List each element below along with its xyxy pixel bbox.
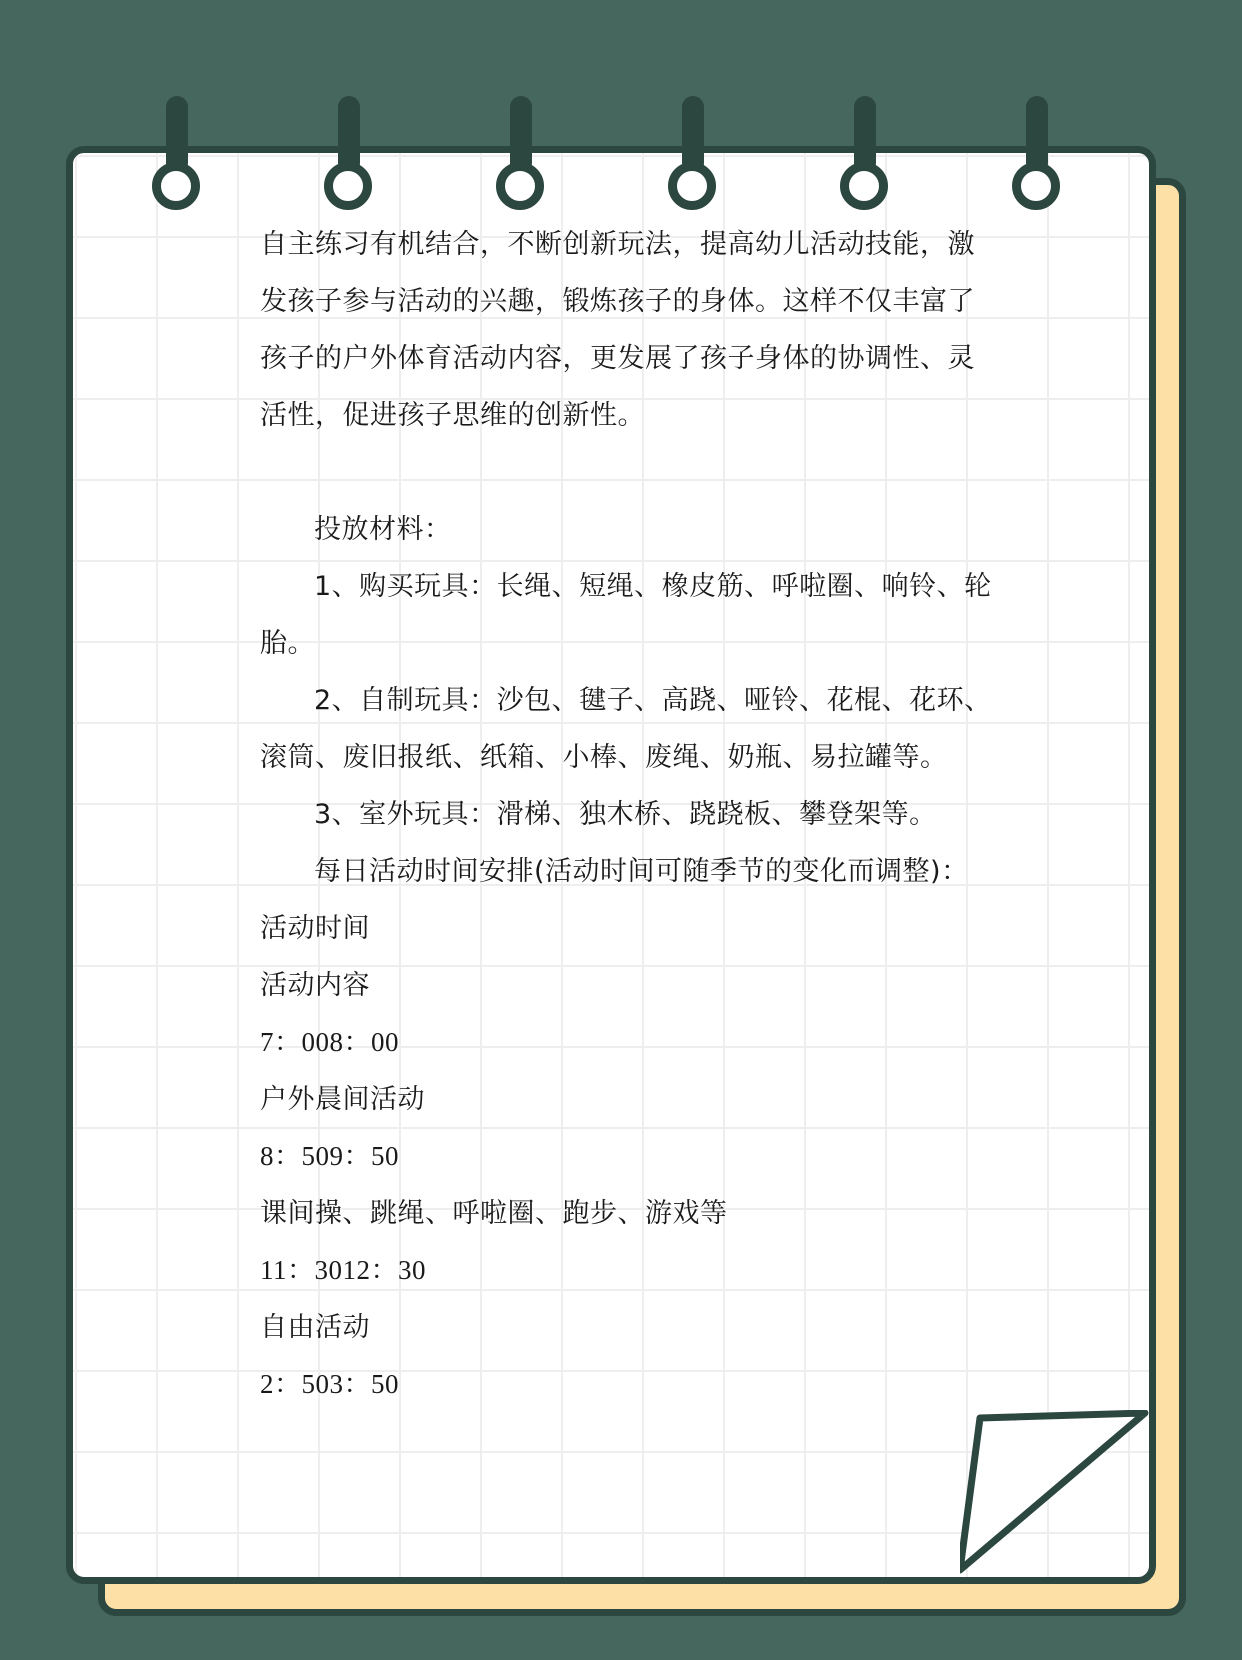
binder-ring-icon (488, 96, 554, 216)
text-line: 活动时间 (260, 913, 370, 944)
text-line: 活性，促进孩子思维的创新性。 (260, 400, 645, 431)
time-line: 11：3012：30 (260, 1255, 426, 1285)
text-line: 活动内容 (260, 970, 370, 1001)
time-line: 2：503：50 (260, 1369, 399, 1399)
binder-ring-icon (832, 96, 898, 216)
binder-ring-icon (1004, 96, 1070, 216)
binder-ring-icon (660, 96, 726, 216)
section-heading: 每日活动时间安排(活动时间可随季节的变化而调整)： (314, 856, 969, 887)
section-heading: 投放材料： (314, 514, 452, 545)
page-curl-icon (960, 1410, 1160, 1580)
text-line: 3、室外玩具：滑梯、独木桥、跷跷板、攀登架等。 (314, 799, 937, 830)
text-line: 胎。 (260, 628, 315, 659)
text-line: 2、自制玩具：沙包、毽子、高跷、哑铃、花棍、花环、 (314, 685, 992, 716)
text-line: 自主练习有机结合，不断创新玩法，提高幼儿活动技能，激 (260, 229, 975, 260)
text-line: 孩子的户外体育活动内容，更发展了孩子身体的协调性、灵 (260, 343, 975, 374)
blank-line (260, 444, 1020, 501)
document-body (260, 216, 1020, 1413)
binder-ring-icon (316, 96, 382, 216)
text-line: 户外晨间活动 (260, 1084, 425, 1115)
text-line: 滚筒、废旧报纸、纸箱、小棒、废绳、奶瓶、易拉罐等。 (260, 742, 948, 773)
time-line: 8：509：50 (260, 1141, 399, 1171)
text-line: 1、购买玩具：长绳、短绳、橡皮筋、呼啦圈、响铃、轮 (314, 571, 992, 602)
text-line: 课间操、跳绳、呼啦圈、跑步、游戏等 (260, 1198, 728, 1229)
time-line: 7：008：00 (260, 1027, 399, 1057)
text-line: 自由活动 (260, 1312, 370, 1343)
binder-ring-icon (144, 96, 210, 216)
text-line: 发孩子参与活动的兴趣，锻炼孩子的身体。这样不仅丰富了 (260, 286, 975, 317)
